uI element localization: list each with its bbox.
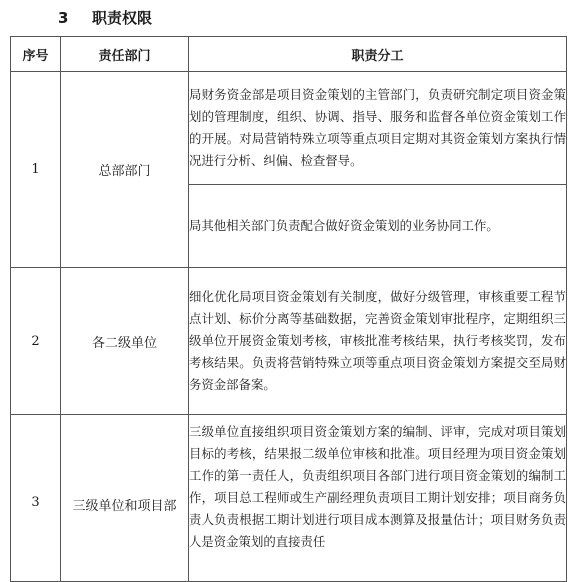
section-heading [58,6,152,30]
table-row [11,415,567,582]
row-serial-no: 1 [11,72,61,268]
row-duty-text: 局财务资金部是项目资金策划的主管部门，负责研究制定项目资金策划的管理制度，组织、协调、指导、服务和监督各单位资金策划工作的开展。对局营销特殊立项等重点项目定期对其资金策划方案执行情况进行分析、纠偏、检查督导。 [189,72,567,185]
table-header-row [11,37,567,72]
table-row [11,72,567,185]
row-department: 各二级单位 [61,268,189,415]
row-department: 总部部门 [61,72,189,268]
header-department: 责任部门 [61,37,189,72]
section-number: 3 [58,9,69,27]
row-serial-no: 2 [11,268,61,415]
header-duty-division: 职责分工 [189,37,567,72]
row-duty-text: 细化优化局项目资金策划有关制度，做好分级管理，审核重要工程节点计划、标价分离等基础数据，完善资金策划审批程序，定期组织三级单位开展资金策划考核，审核批准考核结果，执行考核奖罚，发布考核结果。负责将营销特殊立项等重点项目资金策划方案提交至局财务资金部备案。 [189,268,567,415]
row-serial-no: 3 [11,415,61,582]
row-duty-text: 局其他相关部门负责配合做好资金策划的业务协同工作。 [189,185,567,268]
responsibility-table [10,36,567,582]
header-serial-no: 序号 [11,37,61,72]
section-title: 职责权限 [92,9,153,27]
table-row [11,268,567,415]
row-duty-text: 三级单位直接组织项目资金策划方案的编制、评审，完成对项目策划目标的考核，结果报二级单位审核和批准。项目经理为项目资金策划工作的第一责任人，负责组织项目各部门进行项目资金策划的编制工作，项目总工程师或生产副经理负责项目工期计划安排；项目商务负责人负责根据工期计划进行项目成本测算及报量估计；项目财务负责人是资金策划的直接责任 [189,415,567,582]
row-department: 三级单位和项目部 [61,415,189,582]
